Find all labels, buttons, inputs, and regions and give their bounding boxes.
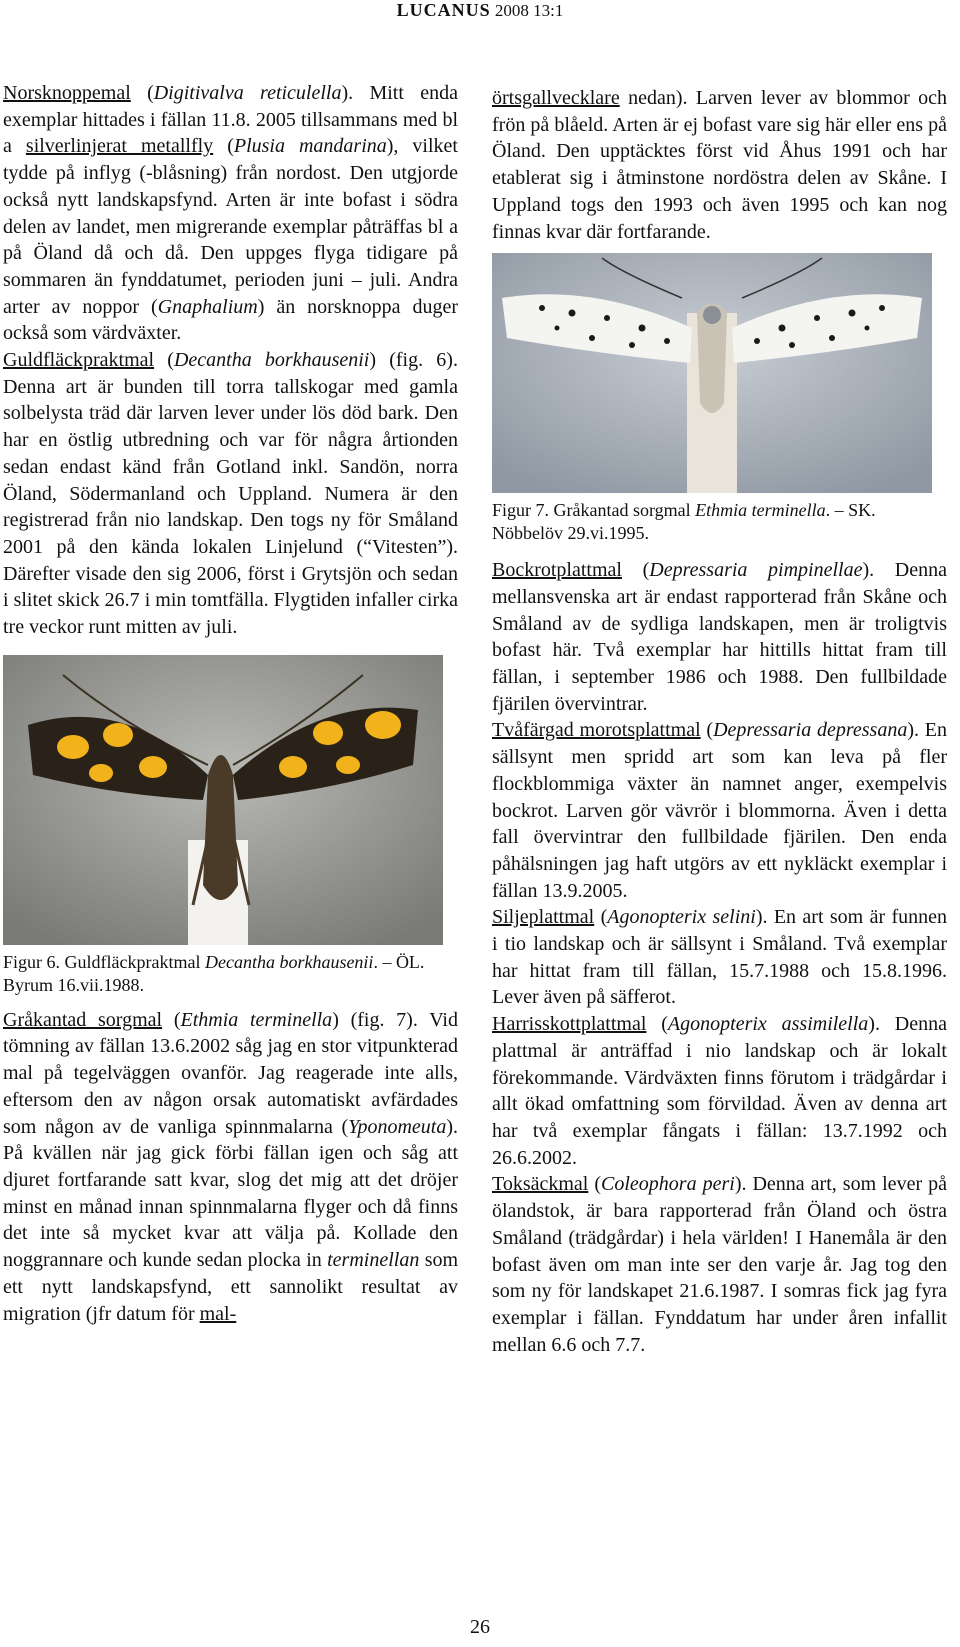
- caption-label: Figur 6. Guldfläckpraktmal: [3, 951, 201, 972]
- latin-name: Ethmia terminella: [695, 500, 826, 521]
- latin-name: Coleophora peri: [601, 1173, 735, 1196]
- left-column: [3, 80, 458, 1327]
- species-name: Tvåfärgad morotsplattmal: [492, 719, 701, 742]
- paragraph-grakantad-sorgmal: Gråkantad sorgmal (Ethmia terminella) (fig. 7). Vid tömning av fällan 13.6.2002 såg jag en stor vitpunkterad mal på tegelväggen ovanför. Jag reagerade inte alls, eftersom den av någon orsak automatiskt avfärdades som någon av de vanliga spinnmalarna (Yponomeuta). På kvällen när jag gick förbi fällan igen och såg att djuret fortfarande satt kvar, slog det mig att det dröjer minst en månad innan spinnmalarna flyger och då finns det inte så mycket kvar att välja på. Kollade den noggrannare och kunde sedan plocka in terminellan som ett nytt landskapsfynd, ett sannolikt resultat av migration (jfr datum för mal-: [3, 1008, 459, 1325]
- caption-label: Figur 7. Gråkantad sorgmal: [492, 500, 691, 521]
- species-name: Siljeplattmal: [492, 906, 595, 929]
- latin-name: Ethmia terminella: [180, 1008, 333, 1031]
- paragraph-harrisskottplattmal: Harrisskottplattmal (Agonopterix assimilella). Denna plattmal är anträffad i nio landskap och är lokalt förekommande. Värdväxten finns förutom i trädgårdar i allt ökad omfattning som förvildad. Även av denna art har två exemplar fångats i fällan: 13.7.1992 och 26.6.2002.: [492, 1013, 947, 1169]
- paragraph-text: ). En sällsynt men spridd art som kan leva på fler flockblommiga växter än namnet anger, exempelvis bockrot. Larven gör vävrör i blommorna. Även i detta fall övervintrar den fullbildade fjärilen. Den enda påhälsningen jag haft utgörs av ett nykläckt exemplar i fällan 13.9.2005.: [492, 719, 947, 902]
- paragraph-text: ). Denna art, som lever på ölandstok, är bara rapporterad från Öland och östra Småland (trädgårdar) i hela världen! I Hanemåla är den bofast även om man inte ser den varje år. Jag tog den som ny för landskapet 21.6.1987. I somras fick jag fyra exemplar i fällan. Fynddatum har under åren infallit mellan 6.6 och 7.7.: [492, 1173, 947, 1356]
- latin-name: Agonopterix assimilella: [667, 1013, 869, 1036]
- paragraph-tvafargad-morotsplattmal: Tvåfärgad morotsplattmal (Depressaria depressana). En sällsynt men spridd art som kan leva på fler flockblommiga växter än namnet anger, exempelvis bockrot. Larven gör vävrör i blommorna. Även i detta fall övervintrar den fullbildade fjärilen. Den enda påhälsningen jag haft utgörs av ett nykläckt exemplar i fällan 13.9.2005.: [492, 719, 947, 902]
- species-name: Norsknoppemal: [3, 82, 131, 104]
- paragraph-text: (fig. 7). Vid tömning av fällan 13.6.2002 såg jag en stor vitpunkterad mal på tegelväggen ovanför. Jag reagerade inte alls, eftersom den av någon orsak automatiskt avfärdades som någon av de vanliga spinnmalarna (: [3, 1008, 458, 1138]
- latin-name: Decantha borkhausenii: [204, 951, 374, 972]
- magazine-name: LUCANUS: [396, 0, 491, 20]
- species-name: örtsgallvecklare: [492, 87, 620, 109]
- page-header: [0, 0, 960, 22]
- latin-name: Decantha borkhausenii: [173, 349, 370, 372]
- species-name: Harrisskottplattmal: [492, 1013, 647, 1036]
- species-name: Gråkantad sorgmal: [3, 1008, 163, 1031]
- paragraph-text: nedan). Larven lever av blommor och frön på blåeld. Arten är ej bofast vare sig här eller ens på Öland. Den upptäcktes först vid Åhus 1991 och har etablerat sig i åtminstone nordöstra delen av Skåne. I Uppland togs den 1993 och även 1995 och kan nog finnas kvar där fortfarande.: [492, 87, 948, 243]
- paragraph-guldflackpraktmal: Guldfläckpraktmal (Decantha borkhausenii) (fig. 6). Denna art är bunden till torra tallskogar med gamla solbelysta träd där larven lever under lös död bark. Den har en östlig utbredning och var för några årtionden sedan endast känd från Gotland inkl. Sandön, norra Öland, Södermanland och Uppland. Numera är den registrerad från nio landskap. Den togs ny för Småland 2001 på den kända lokalen Linjelund (“Vitesten”). Därefter visade den sig 2006, först i Grytsjön och sedan i slitet skick 26.7 i min tomtfälla. Flygtiden infaller cirka tre veckor runt mitten av juli.: [3, 349, 458, 639]
- paragraph-text: Mitt enda exemplar hittades i fällan 11.8. 2005 tillsammans med bl a: [3, 82, 458, 158]
- species-name: Bockrotplattmal: [492, 559, 622, 582]
- paragraph-bockrotplattmal: Bockrotplattmal (Depressaria pimpinellae). Denna mellansvenska art är endast rapporterad från Skåne och Småland av de sydliga landskapen, men är troligtvis bofast här. Två exemplar har hittills hittat fram till fällan, i september 1986 och 1988. Den fullbildade fjärilen övervintrar.: [492, 559, 947, 715]
- figure-6-caption: [3, 951, 458, 997]
- figure-7-photo: [492, 253, 932, 493]
- paragraph-text: ) än norsknoppa duger också som värdväxter.: [3, 295, 458, 345]
- species-name: Toksäckmal: [492, 1173, 589, 1196]
- paragraph-text: En art som är funnen i tio landskap och är sällsynt i Småland. Två exemplar har hittat fram till fällan, 15.7.1988 och 15.8.1996. Lever även på säfferot.: [492, 906, 947, 1009]
- paragraph-text: (fig. 6). Denna art är bunden till torra tallskogar med gamla solbelysta träd där larven lever under lös död bark. Den har en östlig utbredning och var för några årtionden sedan endast känd från Gotland inkl. Sandön, norra Öland, Södermanland och Uppland. Numera är den registrerad från nio landskap. Den togs ny för Småland 2001 på den kända lokalen Linjelund (“Vitesten”). Därefter visade den sig 2006, först i Grytsjön och sedan i slitet skick 26.7 i min tomtfälla. Flygtiden infaller cirka tre veckor runt mitten av juli.: [3, 349, 458, 639]
- figure-7-caption: [492, 499, 947, 545]
- paragraph-toksackmal: Toksäckmal (Coleophora peri). Denna art, som lever på ölandstok, är bara rapporterad från Öland och östra Småland (trädgårdar) i hela världen! I Hanemåla är den bofast även om man inte ser den varje år. Jag tog den som ny för landskapet 21.6.1987. I somras fick jag fyra exemplar i fällan. Fynddatum har under åren infallit mellan 6.6 och 7.7.: [492, 1173, 947, 1356]
- latin-name: Depressaria depressana: [713, 719, 908, 742]
- species-name: Guldfläckpraktmal: [3, 349, 155, 372]
- paragraph-siljeplattmal: Siljeplattmal (Agonopterix selini). En art som är funnen i tio landskap och är sällsynt i Småland. Två exemplar har hittat fram till fällan, 15.7.1988 och 15.8.1996. Lever även på säfferot.: [492, 906, 947, 1009]
- paragraph-text: som ett nytt landskapsfynd, ett sannolikt resultat av migration (jfr datum för: [3, 1249, 459, 1325]
- paragraph-continued: [492, 85, 947, 245]
- page-number: 26: [470, 1616, 490, 1638]
- latin-name: Plusia mandarina: [233, 135, 387, 158]
- latin-name: Agonopterix selini: [607, 906, 756, 929]
- latin-name: Gnaphalium: [157, 295, 258, 318]
- issue-label: 2008 13:1: [494, 1, 564, 20]
- figure-6-photo: [3, 655, 443, 945]
- paragraph-text: ), vilket tydde på inflyg (-blåsning) från nordost. Den utgjorde också nytt landskapsfynd. Arten är inte bofast i södra delen av landet, men migrerande exemplar påträffas bl a på Öland då och då. Den uppges flyga tidigare på sommaren än fynddatumet, perioden juni – juli. Andra arter av noppor (: [3, 135, 458, 318]
- latin-name: terminellan: [327, 1249, 420, 1272]
- paragraph-text: Denna mellansvenska art är endast rapporterad från Skåne och Småland av de sydliga landskapen, men är troligtvis bofast här. Två exemplar har hittills hittat fram till fällan, i september 1986 och 1988. Den fullbildade fjärilen övervintrar.: [492, 559, 947, 715]
- latin-name: Depressaria pimpinellae: [649, 559, 863, 582]
- species-name: silverlinjerat metallfly: [25, 135, 214, 158]
- caption-text: . – ÖL. Byrum 16.vii.1988.: [3, 951, 425, 995]
- caption-text: . – SK. Nöbbelöv 29.vi.1995.: [492, 500, 876, 544]
- latin-name: Yponomeuta: [348, 1115, 447, 1138]
- paragraph-text: ). På kvällen när jag gick förbi fällan igen och såg att djuret fortfarande satt kvar, slog det mig att det dröjer minst en månad innan spinnmalarna flyger och då finns det inte så mycket kvar att välja på. Kollade den noggrannare och kunde sedan plocka in: [3, 1115, 458, 1272]
- right-column: [492, 85, 947, 1358]
- paragraph-text: ). Denna plattmal är anträffad i nio landskap och är lokalt förekommande. Värdväxten finns förutom i trädgårdar i allt ökad omfattning som förvildad. Även av denna art har två exemplar fångats i fällan: 13.7.1992 och 26.6.2002.: [492, 1013, 947, 1169]
- latin-name: Digitivalva reticulella: [153, 82, 342, 104]
- species-name: mal-: [199, 1302, 237, 1325]
- paragraph-norsknoppemal: Norsknoppemal (Digitivalva reticulella). Mitt enda exemplar hittades i fällan 11.8. 2005 tillsammans med bl a silverlinjerat metallfly (Plusia mandarina), vilket tydde på inflyg (-blåsning) från nordost. Den utgjorde också nytt landskapsfynd. Arten är inte bofast i södra delen av landet, men migrerande exemplar påträffas bl a på Öland då och då. Den uppges flyga tidigare på sommaren än fynddatumet, perioden juni – juli. Andra arter av noppor (Gnaphalium) än norsknoppa duger också som värdväxter.: [3, 82, 458, 345]
